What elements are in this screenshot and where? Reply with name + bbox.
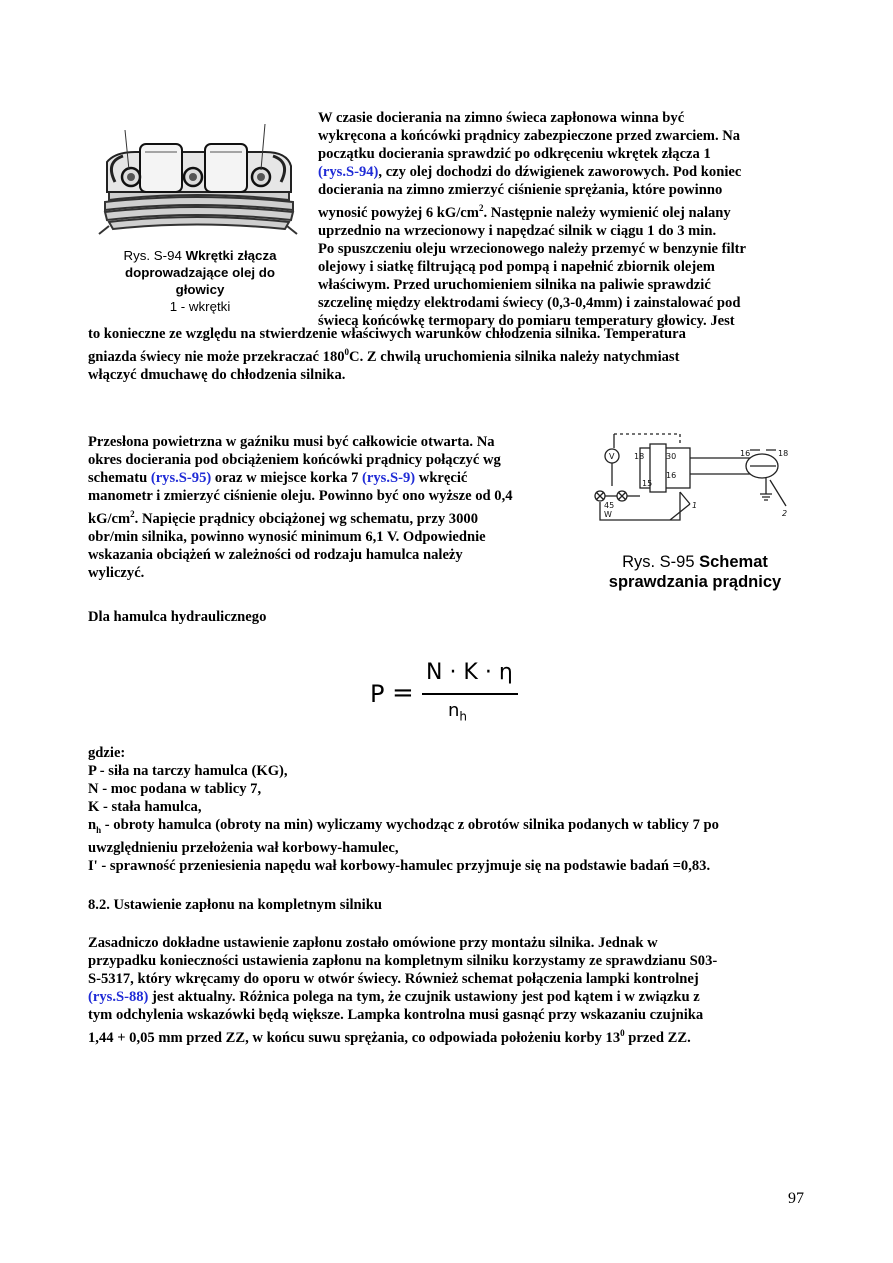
text-span: , czy olej dochodzi do dźwigienek zaworowych. Pod koniec (378, 164, 742, 180)
text-line (318, 163, 818, 181)
schematic-label-16: 16 (666, 471, 677, 480)
text-line: Zasadniczo dokładne ustawienie zapłonu zostało omówione przy montażu silnika. Jednak w (88, 935, 658, 951)
schematic-label-18b: 18 (778, 449, 789, 458)
text-line: obr/min silnika, powinno wynosić minimum 6,1 V. Odpowiednie (88, 528, 486, 545)
caption-title-2: sprawdzania prądnicy (608, 573, 782, 591)
text-span: wkręcić (415, 470, 468, 486)
text-line: wskazania obciążeń w zależności od rodzaju hamulca należy (88, 546, 463, 563)
formula-lhs: P (370, 680, 385, 708)
text-line (88, 1024, 808, 1047)
formula (370, 660, 530, 730)
schematic-label-16b: 16 (740, 449, 751, 458)
text-line: właściwym. Przed uruchomieniem silnika na paliwie sprawdzić (318, 276, 711, 293)
section-heading: 8.2. Ustawienie zapłonu na kompletnym silniku (88, 897, 382, 913)
caption-prefix: Rys. S-94 (123, 248, 182, 263)
text-span: kG/cm (88, 510, 131, 527)
text-line: uwzględnieniu przełożenia wał korbowy-hamulec, (88, 839, 399, 856)
text-line: N - moc podana w tablicy 7, (88, 781, 262, 797)
text-line: uprzednio na wrzecionowy i napędzać silnik w ciągu 1 do 3 min. (318, 222, 717, 239)
schematic-label-2: 2 (782, 509, 788, 518)
page-number: 97 (788, 1190, 804, 1207)
text-line: I' - sprawność przeniesienia napędu wał korbowy-hamulec przyjmuje się na podstawie badań =0,83. (88, 857, 711, 874)
text-line (88, 469, 568, 487)
caption-prefix: Rys. S-95 (622, 553, 695, 571)
text-line: wyliczyć. (88, 564, 145, 581)
hydraulic-heading: Dla hamulca hydraulicznego (88, 609, 267, 625)
text-span: schematu (88, 470, 151, 486)
text-line: docierania na zimno zmierzyć ciśnienie sprężania, które powinno (318, 182, 723, 198)
text-line (318, 199, 818, 222)
caption-sub: 1 - wkrętki (169, 299, 231, 314)
text-line: szczelinę między elektrodami świecy (0,3-0,4mm) i zainstalować pod (318, 294, 741, 311)
text-span: oraz w miejsce korka 7 (211, 470, 363, 486)
denominator-sub: h (459, 709, 468, 724)
superscript: 0 (344, 347, 350, 357)
schematic-label-1: 1 (692, 501, 698, 510)
text-span: przed ZZ. (624, 1029, 691, 1046)
text-line (88, 988, 808, 1006)
formula-equals: = (392, 678, 414, 708)
text-line: P - siła na tarczy hamulca (KG), (88, 763, 288, 779)
caption-title-1: Schemat (699, 553, 768, 571)
text-line: S-5317, który wkręcamy do oporu w otwór świecy. Również schemat połączenia lampki kontrolnej (88, 971, 699, 987)
schematic-label-15: 15 (642, 479, 653, 488)
text-span: . Następnie należy wymienić olej nalany (483, 204, 731, 221)
text-line: okres docierania pod obciążeniem końcówki prądnicy połączyć wg (88, 452, 501, 468)
text-line: wykręcona a końcówki prądnicy zabezpieczone przed zwarciem. Na (318, 128, 741, 144)
paragraph-1-continued (88, 325, 808, 384)
text-line: K - stała hamulca, (88, 799, 202, 815)
paragraph-2 (88, 433, 568, 582)
link-rys-s88[interactable]: (rys.S-88) (88, 989, 149, 1005)
text-line: W czasie docierania na zimno świeca zapłonowa winna być (318, 110, 685, 126)
text-line (88, 816, 808, 839)
denominator-n: n (448, 700, 460, 721)
section-body (88, 934, 808, 1047)
definitions (88, 744, 808, 875)
schematic-label-45: 45 (604, 501, 615, 510)
figure-s94-caption (100, 247, 300, 315)
figure-s94-image (95, 122, 300, 246)
text-span: . Napięcie prądnicy obciążonej wg schematu, przy 3000 (134, 510, 478, 527)
text-line: olejowy i siatkę filtrującą pod pompą i napełnić zbiornik olejem (318, 258, 715, 275)
subscript: h (96, 824, 102, 835)
text-line: Po spuszczeniu oleju wrzecionowego należy przemyć w benzynie filtr (318, 240, 746, 257)
fraction-bar (422, 693, 518, 695)
superscript: 2 (130, 509, 135, 519)
schematic-label-w: W (604, 510, 612, 519)
text-line (88, 343, 808, 366)
text-span: n (88, 817, 97, 833)
schematic-label-v: V (609, 452, 615, 461)
paragraph-1 (318, 109, 818, 330)
schematic-label-30: 30 (666, 452, 677, 461)
text-span: C. Z chwilą uruchomienia silnika należy natychmiast (349, 348, 680, 365)
text-line (88, 505, 568, 528)
link-rys-s95[interactable]: (rys.S-95) (150, 470, 212, 486)
superscript: 0 (620, 1028, 625, 1038)
generator-schematic (590, 428, 790, 528)
text-line: manometr i zmierzyć ciśnienie oleju. Powinno być ono wyższe od 0,4 (88, 488, 513, 504)
text-line: to konieczne ze względu na stwierdzenie właściwych warunków chłodzenia silnika. Temperatura (88, 326, 686, 342)
formula-numerator: N · K · η (426, 660, 513, 685)
text-line: przypadku konieczności ustawienia zapłonu na kompletnym silniku korzystamy ze sprawdzianu S03- (88, 953, 718, 969)
superscript: 2 (478, 203, 484, 213)
schematic-label-18: 18 (634, 452, 645, 461)
text-span: - obroty hamulca (obroty na min) wyliczamy wychodząc z obrotów silnika podanych w tablicy 7 po (101, 817, 719, 833)
text-span: 1,44 + 0,05 mm przed ZZ, w końcu suwu sprężania, co odpowiada położeniu korby 13 (88, 1029, 621, 1046)
text-line: gdzie: (88, 745, 126, 761)
figure-s95-image (590, 428, 790, 528)
text-span: wynosić powyżej 6 kG/cm (318, 204, 479, 221)
link-rys-s9[interactable]: (rys.S-9) (362, 470, 416, 486)
formula-denominator (448, 700, 467, 724)
link-rys-s94[interactable]: (rys.S-94) (318, 164, 379, 180)
text-line: włączyć dmuchawę do chłodzenia silnika. (88, 366, 346, 383)
caption-title: Wkrętki złącza doprowadzające olej do głowicy (125, 248, 277, 297)
text-line: świecą końcówkę termopary do pomiaru temperatury głowicy. Jest (318, 312, 735, 329)
engine-head-drawing (95, 122, 300, 246)
text-line: Przesłona powietrzna w gaźniku musi być całkowicie otwarta. Na (88, 434, 495, 450)
text-line: tym odchylenia wskazówki będą większe. Lampka kontrolna musi gasnąć przy wskazaniu czujnika (88, 1007, 704, 1023)
figure-s95-caption (590, 552, 800, 592)
text-span: gniazda świecy nie może przekraczać 180 (88, 348, 345, 365)
text-line: początku docierania sprawdzić po odkręceniu wkrętek złącza 1 (318, 146, 711, 162)
text-span: jest aktualny. Różnica polega na tym, że czujnik ustawiony jest pod kątem i w związku z (148, 989, 700, 1005)
